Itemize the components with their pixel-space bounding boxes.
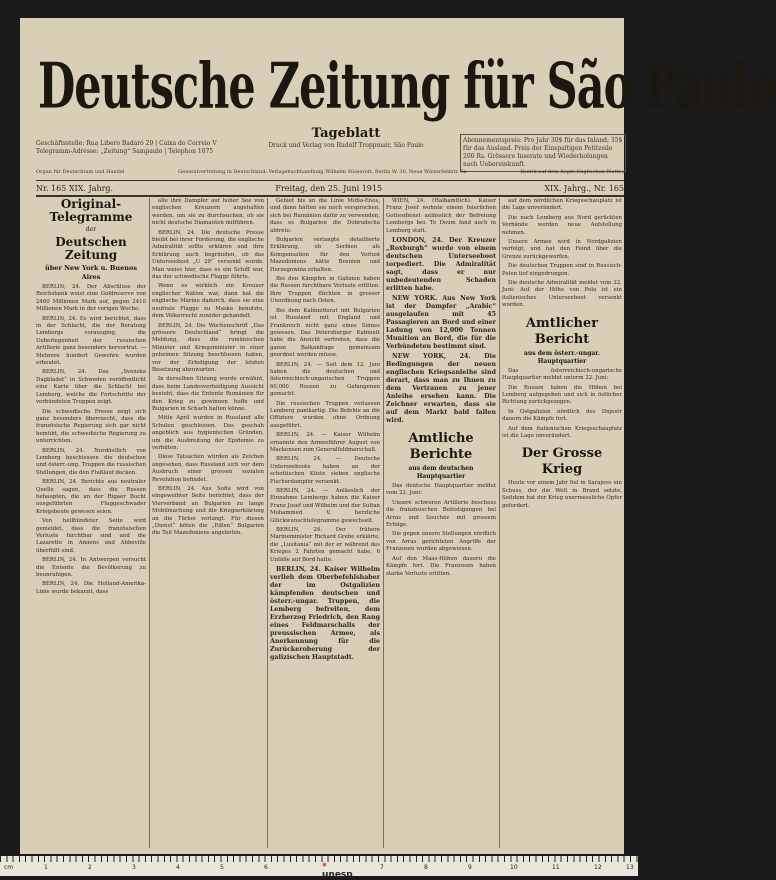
- article-paragraph: alle ihre Dampfer auf hoher See von englischen Kreuzern angehalten werden, um sie zu durchsuchen, ob sie nicht deutsche Diamanten mitführen.: [152, 198, 264, 227]
- article-paragraph: Auf den Maas-Höhen dauern die Kämpfe fort. Die Franzosen haben starke Verluste erlitten.: [386, 555, 496, 577]
- article-paragraph: BERLIN, 24. Der frühere Marineminister Richard Grebe erklärte, die „Lusitania“ mit der er während des Krieges 2 Fahrten gemacht habe, 6 Unfälle auf Bord hatte.: [270, 527, 380, 563]
- article-paragraph: Auf dem italienischen Kriegsschauplatz ist die Lage unverändert.: [502, 425, 622, 439]
- ruler-label: 3: [132, 864, 136, 871]
- column-5: [502, 198, 622, 848]
- article-paragraph: Diese Tatsachen würden als Zeichen angesehen, dass Russland sich vor dem Ausbruch einer grossen sozialen Revolution befindet.: [152, 454, 264, 483]
- rule-left: Organ für Deutschtum und Handel: [36, 169, 125, 175]
- scan-ruler: [0, 856, 638, 880]
- heading-amtliche-berichte: Amtliche Berichte: [408, 431, 474, 463]
- article-paragraph: NEW YORK. Aus New York ist der Dampfer „Arabic“ ausgelaufen mit 45 Passagieren an Bord und einer Ladung von 12,000 Tonnen Munition an Bord, die für die Verbündeten bestimmt sind.: [386, 295, 496, 351]
- ruler-label: cm: [4, 864, 14, 871]
- article-paragraph: BERLIN, 24. Es wird berichtet, dass in der Schlacht, die der Beratung Lembergs vorausging, die Ueberlegenheit der russischen Artillerie ganz besonders hervortrat. — Mehrere hundert Gewehre wurden erbeutet.: [36, 315, 146, 367]
- article-paragraph: BERLIN, 24. — Kaiser Wilhelm ernannte den Armeeführer August von Mackensen zum Generalfeldmarschall.: [270, 432, 380, 453]
- ruler-label: 10: [510, 864, 518, 871]
- article-paragraph: BERLIN, 24. Das „Svenska Dagbladet“ in Schweden veröffentlicht eine Karte über die Schlacht bei Lemberg, welche die Fortschritte der verbündeten Truppen zeigt.: [36, 369, 146, 406]
- heading-der: der: [85, 226, 97, 233]
- ruler-label: 12: [594, 864, 602, 871]
- ruler-label: 2: [88, 864, 92, 871]
- article-paragraph: Die deutsche Admiralität meldet vom 22. Juni: Auf der Höhe von Pola ist ein italienisches Unterseeboot versenkt worden.: [502, 280, 622, 309]
- article-paragraph: Wenn es wirklich ein Kreuzer englischer Nation war, dann hat die englische Marine dadurch, dass sie eine neutrale Flagge zu Maske benutzte, dem Völkerrecht zuwider gehandelt.: [152, 283, 264, 320]
- heading-amtlicher-bericht: Amtlicher Bericht: [525, 315, 599, 347]
- column-1: [36, 198, 146, 848]
- header-center: [246, 126, 446, 150]
- column-divider: [149, 198, 150, 848]
- subheading-oesterr-hauptquartier: aus dem österr.-ungar. Hauptquartier: [524, 349, 600, 365]
- article-paragraph: BERLIN, 24. — Deutsche Unterseeboote haben an der schottischen Küste sieben englische Fischerdampfer versenkt.: [270, 456, 380, 485]
- column-4: [386, 198, 496, 848]
- article-paragraph: Heute vor einem Jahr fiel in Sarajevo ein Schuss, der die Welt in Brand setzte. Seitdem hat der Krieg unermessliche Opfer gefordert.: [502, 480, 622, 509]
- header-left-info: Geschäftsstelle: Rua Libero Badaró 29 | Caixa do Correio V Telegramm-Adresse: „Zeitung“ Sampaulo | Telephon 1075: [36, 140, 217, 155]
- article-paragraph: auf dem nördlichen Kriegsschauplatz ist die Lage unverändert.: [502, 198, 622, 212]
- article-paragraph: BERLIN, 24. Der Abschluss der Reichsbank weist eine Goldreserve von 2460 Millionen Mark auf, gegen 2410 Millionen Mark in der vorigen Woche.: [36, 284, 146, 313]
- article-paragraph: BERLIN, 24. Aus Sofia wird von eingeweihter Seite berichtet, dass der Vierverband an Bulgarien zu lange Mobilmachung und die Kriegserklärung an die Türkei verlangt. Für diesen „Dienst“ böten die „Edlen“ Bulgarien die Teil Mazedoniens angeboten.: [152, 486, 264, 537]
- article-paragraph: In derselben Sitzung wurde erwähnt, dass beim Landesverteidigung Aussicht besteht, dass die Entente Rumänien für den Krieg zu gewinnen hoffe und Bulgarien in Schach halten könne.: [152, 376, 264, 412]
- ruler-label: 6: [264, 864, 268, 871]
- article-paragraph: Die schwedische Presse zeigt sich ganz besonders überrascht, dass die französische Regierung sich gar nicht bemüht, die schwedische Regierung zu unterrichten.: [36, 408, 146, 445]
- article-paragraph: Bei dem Kabinettsrat mit Bulgarien ist Russland mit England und Frankreich nicht ganz eines Sinnes gewesen. Das Petersburger Kabinett habe die Ansicht vertreten, dass die ganze Balkanfrage gemeinsam geordnet werden müsse.: [270, 307, 380, 359]
- subheading-hauptquartier: aus dem deutschen Hauptquartier: [408, 465, 474, 481]
- article-paragraph: Das deutsche Hauptquartier meldet vom 22. Juni:: [386, 483, 496, 497]
- article-paragraph: BERLIN, 24. — Anlässlich der Einnahme Lembergs haben die Kaiser Franz Josef und Wilhelm und der Sultan Mohammed V. herzliche Glückwunschtelegramme gewechselt.: [270, 488, 380, 524]
- article-paragraph: In Ostgalizien nördlich des Dnjestr dauern die Kämpfe fort.: [502, 408, 622, 423]
- article-paragraph: LONDON, 24. Der Kreuzer „Roxburgh“ wurde von einem deutschen Unterseeboot torpediert. Die Admiralität sagt, dass er nur unbedeutenden Schaden erlitten habe.: [386, 237, 496, 293]
- heading-deutschen-zeitung: Deutschen Zeitung: [55, 235, 127, 262]
- ruler-label: 4: [176, 864, 180, 871]
- column-divider: [499, 198, 500, 848]
- ruler-label: 11: [552, 864, 560, 871]
- article-paragraph: BERLIN, 24. — Seit dem 12. Juni haben die deutschen und österreichisch-ungarischen Truppen 60,000 Russen zu Gefangenen gemacht.: [270, 361, 380, 398]
- article-paragraph: BERLIN, 24. In Antwerpen versucht die Entente die Bevölkerung zu beunruhigen.: [36, 557, 146, 579]
- logo-text: unesp: [322, 870, 353, 880]
- article-paragraph: Die deutschen Truppen sind in Russisch-Polen tief eingedrungen.: [502, 263, 622, 277]
- article-paragraph: Gebiet bis an die Linie Midia-Enos, und dann hätten sie noch versprochen, sich bei Rumänien dafür zu verwenden, dass es Bulgarien die Dobrudscha abtrete.: [270, 198, 380, 234]
- article-paragraph: Unsere Armee wird in Nordgalizien verfolgt, und hat den Feind über die Grenze zurückgeworfen.: [502, 239, 622, 260]
- publisher-line: Druck und Verlag von Rudolf Troppmair, São Paulo: [268, 142, 424, 149]
- article-paragraph: Von hellbündeter Seite wird gemeldet, dass die französischen Verluste furchtbar sind und die Lazarette in Amiens und Abbeville überfüllt sind.: [36, 518, 146, 554]
- ruler-label: 5: [220, 864, 224, 871]
- article-paragraph: BERLIN, 24. Die Wochenschrift „Das grössere Deutschland“ bringt die Meldung, dass die rumänischen Minister und Kriegsminister in einer geheimen Sitzung beschlossen haben, vor der Erledigung der letzten Besetzung abzuwarten.: [152, 322, 264, 373]
- article-paragraph: NEW YORK, 24. Die Bedingungen der neuen englischen Kriegsanleihe sind derart, dass man zu Ihnen zu dem Vertrauen zu jener Anleihe ersehen kann. Die Zeichner erwarten, dass sie auf dem Markt bald fallen wird.: [386, 353, 496, 425]
- heading-original-telegramme: Original-Telegramme: [49, 197, 133, 224]
- column-2: [152, 198, 264, 848]
- unesp-logo: [322, 862, 353, 880]
- article-paragraph: Die gegen unsere Stellungen nördlich von Arras gerichteten Angriffe der Franzosen wurden abgewiesen.: [386, 531, 496, 553]
- header-rule-line: [36, 169, 624, 176]
- column-3: [270, 198, 380, 848]
- issue-right: XIX. Jahrg., Nr. 165: [544, 183, 624, 193]
- logo-mark: *: [322, 862, 327, 872]
- article-paragraph: Unsere schweren Artillerie beschoss die französischen Befestigungen bei Arras und Souchez mit grossem Erfolge.: [386, 499, 496, 529]
- ruler-label: 7: [380, 864, 384, 871]
- article-paragraph: Das österreichisch-ungarische Hauptquartier meldet unterm 22. Juni:: [502, 367, 622, 382]
- issue-date: Freitag, den 25. Juni 1915: [275, 183, 383, 193]
- ruler-label: 13: [626, 864, 634, 871]
- article-paragraph: BERLIN, 24. Kaiser Wilhelm verlieh dem Oberbefehlshaber der im Ostgalizien kämpfenden deutschen und österr.-ungar. Truppen, die Lemberg befreiten, dem Erzherzog Friedrich, den Rang eines Feldmarschalls der preussischen Armee, als Anerkennung für die Zurückeroberung der galizischen Hauptstadt.: [270, 566, 380, 662]
- article-paragraph: BERLIN, 24. Die Holland-Amerika-Linie wurde bekannt, dass: [36, 581, 146, 595]
- masthead-title: Deutsche Zeitung für São Paulo: [38, 50, 776, 124]
- ruler-label: 9: [468, 864, 472, 871]
- article-paragraph: BERLIN, 24. Die deutsche Presse bleibt bei ihrer Forderung, die englische Admiralität sollte erklären und ihre Erklärung auch begründen, ob das Unterseeboot „U 29“ versenkt wurde. Man weiss hier, dass es ein Schiff war, das der schwedische Flagge führte.: [152, 229, 264, 281]
- heading-der-grosse-krieg: Der Grosse Krieg: [521, 446, 603, 478]
- article-paragraph: Die Russen haben die Höhen bei Lemberg aufgegeben und sich in östlicher Richtung zurückgezogen.: [502, 384, 622, 406]
- rule-right: Bezirk auf dem Kopfe Englischen Blattes: [520, 169, 624, 175]
- article-paragraph: Die nach Lemberg aus Nord gerückten Verbände werden neue Aufstellung nehmen.: [502, 214, 622, 236]
- ruler-label: 8: [424, 864, 428, 871]
- article-paragraph: BERLIN, 24. Nordöstlich von Lemberg beschiessen die deutschen und österr.-ung. Truppen die russischen Stellungen, die den Flußlauf decken.: [36, 447, 146, 476]
- article-paragraph: Bei den Kämpfen in Galizien haben die Russen furchtbare Verluste erlitten. Ihre Truppen flüchten in grosser Unordnung nach Osten.: [270, 276, 380, 305]
- subscription-box: Abonnementspreis: Pro Jahr 30$ für das Inland; 35$ für das Ausland. Preis der Einspaltigen Petitzeile 200 Rs. Grössere Inserate und Wiederholungen nach Uebereinkunft.: [460, 134, 626, 172]
- issue-left: Nr. 165 XIX. Jahrg.: [36, 183, 114, 193]
- rule-center: Generalvertretung in Deutschland: Verlagsbuchhandlung Wilhelm Süsserott, Berlin W. 30, Neue Winterfeldstr. 3a: [178, 169, 467, 175]
- column-divider: [383, 198, 384, 848]
- heading-via: über New York u. Buenos Aires: [45, 264, 137, 281]
- article-paragraph: WIEN, 24. (Halbamtlich). Kaiser Franz Josef wohnte einem feierlichen Gottesdienst anlässlich der Befreiung Lembergs bei. Te Deum fand auch in Lemberg statt.: [386, 198, 496, 234]
- subtitle-tageblatt: Tageblatt: [311, 126, 381, 141]
- article-paragraph: Mitte April wurden in Russland alle Schulen geschlossen. Das geschah angeblich aus hygienischen Gründen, um die Ausbreitung der Epidemie zu verhüten.: [152, 415, 264, 451]
- article-paragraph: Bulgarien verlangte detaillierte Erklärung, ob Serbien als Kompensation für den Verlust Mazedoniens hätte Bosnien und Herzegowina erhalten.: [270, 237, 380, 273]
- article-paragraph: Die russischen Truppen verlassen Lemberg panikartig. Die Befehle an die Offiziere wurden ohne Ordnung ausgeführt.: [270, 400, 380, 429]
- column-divider: [267, 198, 268, 848]
- ruler-label: 1: [44, 864, 48, 871]
- dateline: [36, 180, 624, 197]
- ruler-ticks: [0, 856, 638, 862]
- newspaper-page: [20, 18, 776, 854]
- article-paragraph: BERLIN, 24. Berichte aus neutraler Quelle sagen, dass die Russen behaupten, die an der Rigaer Bucht ausgeführten Fluggeschwader Kriegsbeute gewesen seien.: [36, 479, 146, 515]
